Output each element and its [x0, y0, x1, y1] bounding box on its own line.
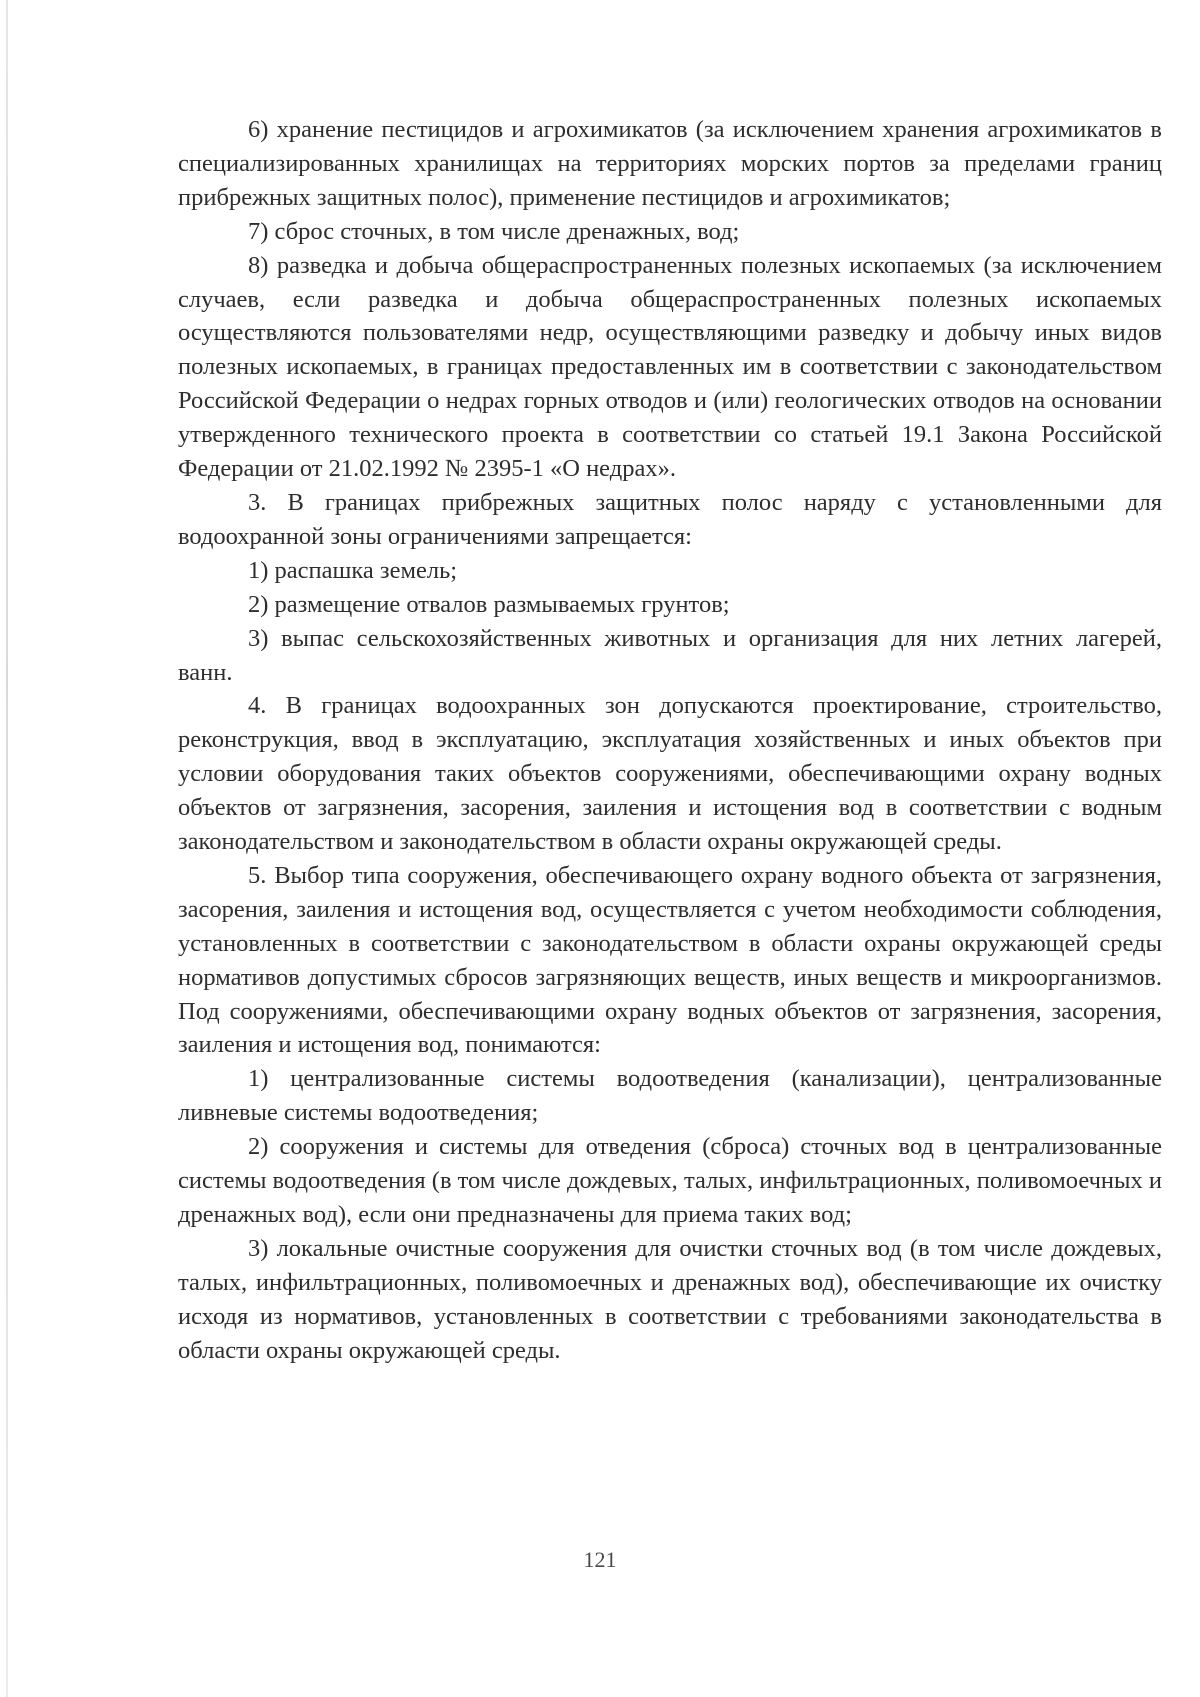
paragraph-item-1-plowing: 1) распашка земель;	[248, 556, 458, 584]
paragraph-item-8-mining: 8) разведка и добыча общераспространенных полезных ископаемых (за исключением случаев, если разведка и добыча общераспространенных полезных ископаемых осуществляются пользователями недр, осуществляющими разведку и добычу иных видов полезных ископаемых, в границах предоставленных им в соответствии с законодательством Российской Федерации о недрах горных отводов и (или) геологических отводов на основании утвержденного технического проекта в соответствии со статьей 19.1 Закона Российской Федерации от 21.02.1992 № 2395-1 «О недрах».	[178, 251, 1162, 483]
paragraph-section-4: 4. В границах водоохранных зон допускаются проектирование, строительство, реконструкция, ввод в эксплуатацию, эксплуатация хозяйственных и иных объектов при условии оборудования таких объектов сооружениями, обеспечивающими охрану водных объектов от загрязнения, засорения, заиления и истощения вод в соответствии с водным законодательством и законодательством в области охраны окружающей среды.	[178, 692, 1162, 856]
paragraph-item-6-pesticides: 6) хранение пестицидов и агрохимикатов (за исключением хранения агрохимикатов в специализированных хранилищах на территориях морских портов за пределами границ прибрежных защитных полос), применение пестицидов и агрохимикатов;	[178, 116, 1162, 211]
paragraph-item-2-dumps: 2) размещение отвалов размываемых грунтов;	[248, 590, 730, 618]
paragraph-item-3-grazing: 3) выпас сельскохозяйственных животных и организация для них летних лагерей, ванн.	[178, 624, 1162, 686]
paragraph-item-1-sewerage: 1) централизованные системы водоотведения (канализации), централизованные ливневые системы водоотведения;	[178, 1065, 1162, 1127]
page-number: 121	[583, 1547, 617, 1572]
paragraph-item-2-discharge: 2) сооружения и системы для отведения (сброса) сточных вод в централизованные системы водоотведения (в том числе дождевых, талых, инфильтрационных, поливомоечных и дренажных вод), если они предназначены для приема таких вод;	[178, 1133, 1162, 1228]
paragraph-item-7-wastewater: 7) сброс сточных, в том числе дренажных, вод;	[248, 217, 740, 245]
paragraph-section-3: 3. В границах прибрежных защитных полос наряду с установленными для водоохранной зоны ограничениями запрещается:	[178, 488, 1162, 550]
document-body	[178, 113, 1162, 1368]
paragraph-item-3-treatment: 3) локальные очистные сооружения для очистки сточных вод (в том числе дождевых, талых, инфильтрационных, поливомоечных и дренажных вод), обеспечивающие их очистку исходя из нормативов, установленных в соответствии с требованиями законодательства в области охраны окружающей среды.	[178, 1234, 1162, 1364]
scan-edge-shadow	[6, 0, 8, 1697]
paragraph-section-5: 5. Выбор типа сооружения, обеспечивающего охрану водного объекта от загрязнения, засорения, заиления и истощения вод, осуществляется с учетом необходимости соблюдения, установленных в соответствии с законодательством в области охраны окружающей среды нормативов допустимых сбросов загрязняющих веществ, иных веществ и микроорганизмов. Под сооружениями, обеспечивающими охрану водных объектов от загрязнения, засорения, заиления и истощения вод, понимаются:	[178, 861, 1162, 1059]
